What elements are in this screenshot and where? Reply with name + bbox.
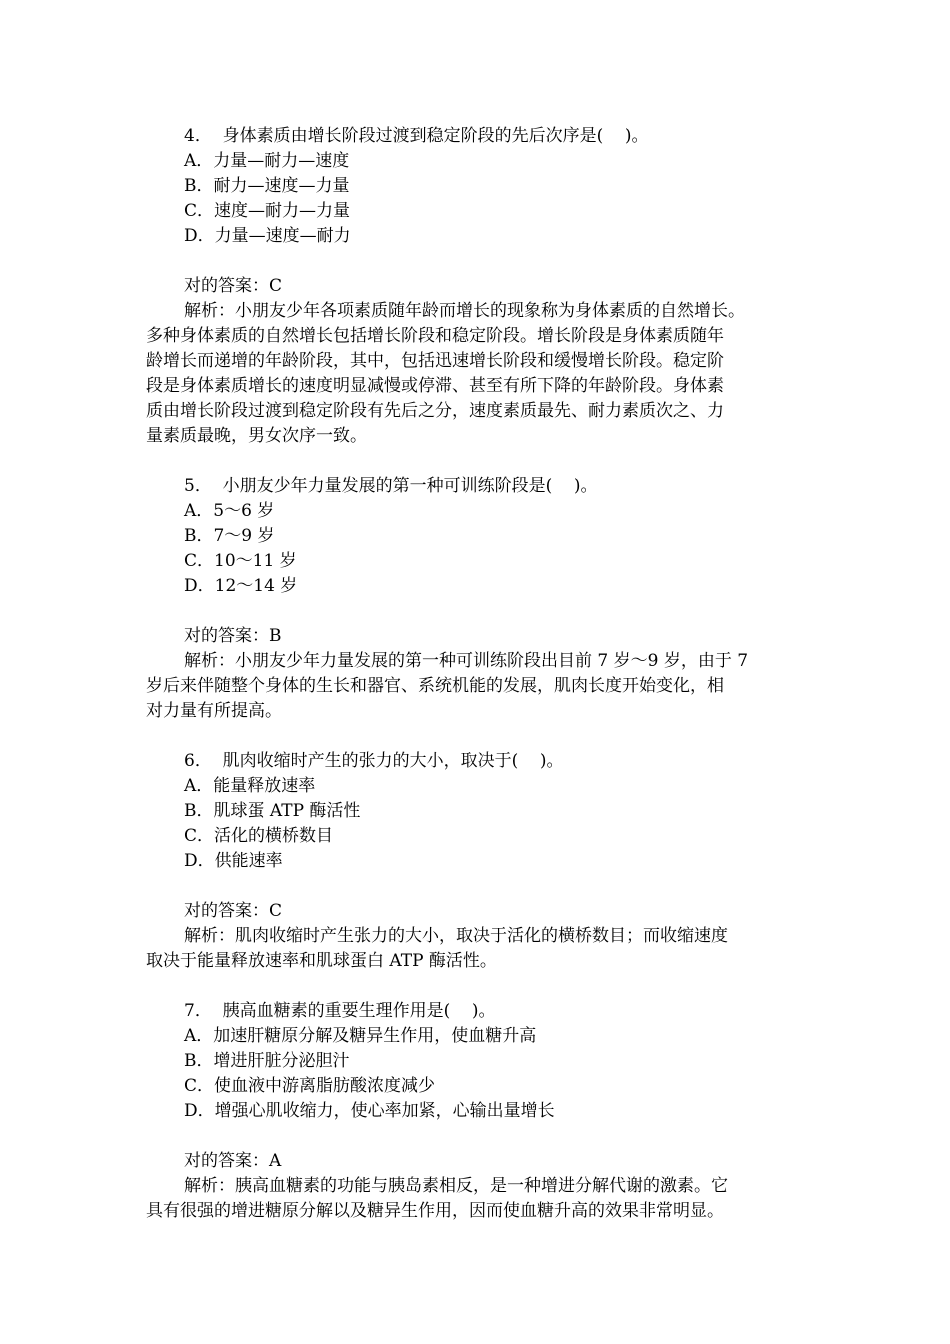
question-stem: 7． 胰高血糖素的重要生理作用是( )。 [184,1001,496,1021]
analysis-line: 质由增长阶段过渡到稳定阶段有先后之分，速度素质最先、耐力素质次之、力 [146,401,724,421]
answer-block [146,274,810,449]
option-d: D．供能速率 [184,851,283,871]
analysis-line: 岁后来伴随整个身体的生长和器官、系统机能的发展，肌肉长度开始变化，相 [146,676,724,696]
analysis-line: 多种身体素质的自然增长包括增长阶段和稳定阶段。增长阶段是身体素质随年 [146,326,724,346]
analysis-line: 解析：小朋友少年力量发展的第一种可训练阶段出目前 7 岁～9 岁，由于 7 [184,651,749,671]
answer-block [146,899,810,974]
document-page [146,124,810,1249]
question-body [146,749,810,874]
option-b: B．7～9 岁 [184,526,275,546]
option-b: B．增进肝脏分泌胆汁 [184,1051,350,1071]
question-stem: 4． 身体素质由增长阶段过渡到稳定阶段的先后次序是( )。 [184,126,649,146]
option-d: D．力量—速度—耐力 [184,226,351,246]
question-stem: 5． 小朋友少年力量发展的第一种可训练阶段是( )。 [184,476,598,496]
option-a: A．能量释放速率 [184,776,316,796]
analysis-line: 对力量有所提高。 [146,701,282,721]
question-body [146,474,810,599]
analysis-line: 龄增长而递增的年龄阶段，其中，包括迅速增长阶段和缓慢增长阶段。稳定阶 [146,351,724,371]
option-a: A．5～6 岁 [184,501,275,521]
analysis-line: 段是身体素质增长的速度明显减慢或停滞、甚至有所下降的年龄阶段。身体素 [146,376,724,396]
question-body [146,999,810,1124]
question-stem: 6． 肌肉收缩时产生的张力的大小，取决于( )。 [184,751,564,771]
option-a: A．加速肝糖原分解及糖异生作用，使血糖升高 [184,1026,537,1046]
analysis-line: 取决于能量释放速率和肌球蛋白 ATP 酶活性。 [146,951,497,971]
analysis-line: 解析：小朋友少年各项素质随年龄而增长的现象称为身体素质的自然增长。 [184,301,745,321]
correct-answer: 对的答案：B [184,626,282,646]
option-c: C．10～11 岁 [184,551,297,571]
option-b: B．肌球蛋 ATP 酶活性 [184,801,361,821]
analysis-line: 解析：肌肉收缩时产生张力的大小，取决于活化的横桥数目；而收缩速度 [184,926,728,946]
analysis-line: 量素质最晚，男女次序一致。 [146,426,367,446]
analysis-line: 具有很强的增进糖原分解以及糖异生作用，因而使血糖升高的效果非常明显。 [146,1201,724,1221]
question-6 [146,749,810,974]
answer-block [146,624,810,724]
option-a: A．力量—耐力—速度 [184,151,350,171]
option-b: B．耐力—速度—力量 [184,176,350,196]
question-5 [146,474,810,724]
correct-answer: 对的答案：A [184,1151,282,1171]
option-c: C．速度—耐力—力量 [184,201,351,221]
question-4 [146,124,810,449]
correct-answer: 对的答案：C [184,901,283,921]
question-body [146,124,810,249]
answer-block [146,1149,810,1224]
correct-answer: 对的答案：C [184,276,283,296]
option-d: D．增强心肌收缩力，使心率加紧，心输出量增长 [184,1101,555,1121]
question-7 [146,999,810,1224]
option-c: C．使血液中游离脂肪酸浓度减少 [184,1076,436,1096]
option-d: D．12～14 岁 [184,576,298,596]
option-c: C．活化的横桥数目 [184,826,334,846]
analysis-line: 解析：胰高血糖素的功能与胰岛素相反，是一种增进分解代谢的激素。它 [184,1176,728,1196]
